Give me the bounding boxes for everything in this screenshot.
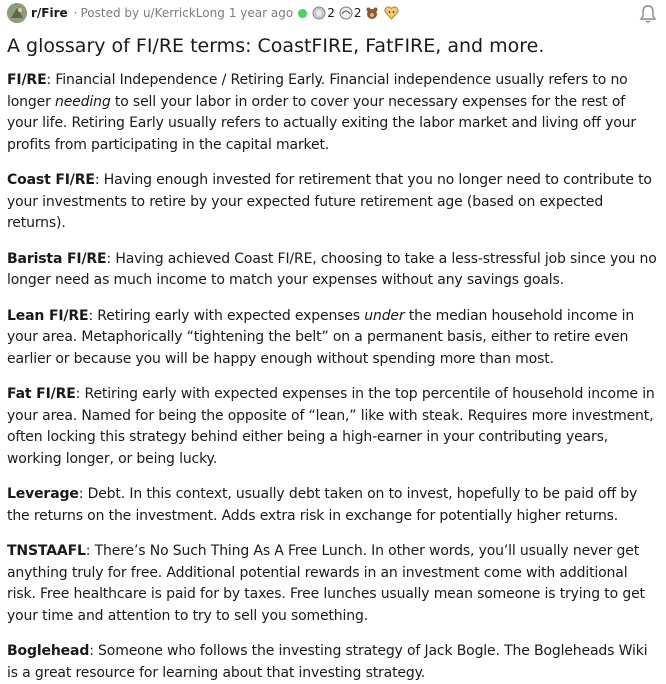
glossary-entry-boglehead (7, 641, 659, 684)
glossary-definition: : There’s No Such Thing As A Free Lunch. In other words, you’ll usually never get anything truly for free. Additional potential rewards in an investment come with additional risk. Free healthcare is paid for by taxes. Free lunches usually mean someone is trying to get your time and attention to try to sell you something. (7, 543, 645, 624)
glossary-definition: : Having achieved Coast FI/RE, choosing to take a less-stressful job since you no longer need as much income to match your expenses without any savings goals. (7, 250, 657, 288)
silver-award-icon (312, 6, 326, 20)
wholesome-award-icon (384, 6, 399, 20)
glossary-definition: : Financial Independence / Retiring Early. Financial independence usually refers to no longer (7, 72, 628, 110)
glossary-definition: to sell your labor in order to cover your necessary expenses for the rest of your life. Retiring Early usually refers to actually exiting the labor market and living off your profits from participating in the capital market. (7, 93, 636, 153)
glossary-entry-lean-fire (7, 306, 659, 371)
award-wholesome[interactable] (384, 6, 400, 20)
glossary-term: Leverage (7, 486, 79, 502)
glossary-definition: : Someone who follows the investing strategy of Jack Bogle. The Bogleheads Wiki is a great resource for learning about that investing strategy. (7, 643, 648, 681)
glossary-term: Boglehead (7, 643, 90, 659)
glossary-emphasis: under (364, 307, 405, 324)
glossary-term: Coast FI/RE (7, 172, 95, 188)
post-body (7, 70, 659, 684)
online-status-icon (298, 9, 307, 18)
separator-dot: · (73, 6, 78, 20)
glossary-entry-leverage (7, 484, 659, 527)
award-silver[interactable] (312, 6, 335, 20)
glossary-entry-fire (7, 70, 659, 156)
post-meta (7, 0, 659, 26)
subreddit-link[interactable]: r/Fire (31, 6, 68, 20)
glossary-term: Barista FI/RE (7, 250, 107, 267)
glossary-term: TNSTAAFL (7, 543, 86, 559)
posted-by-link[interactable]: Posted by u/KerrickLong (80, 6, 225, 20)
post-title[interactable]: A glossary of FI/RE terms: CoastFIRE, FatFIRE, and more. (7, 35, 545, 57)
glossary-definition: : Retiring early with expected expenses (88, 307, 365, 324)
helpful-award-icon (339, 6, 353, 20)
glossary-entry-fat-fire (7, 384, 659, 470)
award-bear[interactable] (365, 6, 380, 20)
glossary-definition: : Having enough invested for retirement that you no longer need to contribute to your investments to retire by your expected future retirement age (based on expected returns). (7, 172, 652, 231)
glossary-emphasis: needing (54, 93, 111, 110)
glossary-term: Fat FI/RE (7, 386, 76, 402)
award-count: 2 (327, 6, 335, 20)
glossary-entry-coast-fire (7, 170, 659, 235)
notification-bell-icon[interactable] (639, 4, 657, 27)
glossary-definition: the median household income in your area. Metaphorically “tightening the belt” on a permanent basis, either to retire even earlier or because you will be happy enough without spending more than most. (7, 307, 635, 367)
glossary-definition: : Debt. In this context, usually debt taken on to invest, hopefully to be paid off by the returns on the investment. Adds extra risk in exchange for potentially higher returns. (7, 486, 638, 524)
glossary-term: FI/RE (7, 72, 47, 88)
glossary-term: Lean FI/RE (7, 307, 89, 324)
subreddit-avatar-icon[interactable] (7, 3, 27, 23)
award-count: 2 (353, 6, 362, 20)
glossary-entry-barista-fire (7, 249, 659, 292)
glossary-definition: : Retiring early with expected expenses in the top percentile of household income in your area. Named for being the opposite of “lean,” like with steak. Requires more investment, often locking this strategy behind either being a high-earner in your contributing years, working longer, or being lucky. (7, 386, 655, 467)
post-age: 1 year ago (228, 6, 294, 20)
award-helpful[interactable] (339, 6, 362, 20)
glossary-entry-tnstaafl (7, 541, 659, 627)
bear-award-icon (365, 6, 379, 20)
